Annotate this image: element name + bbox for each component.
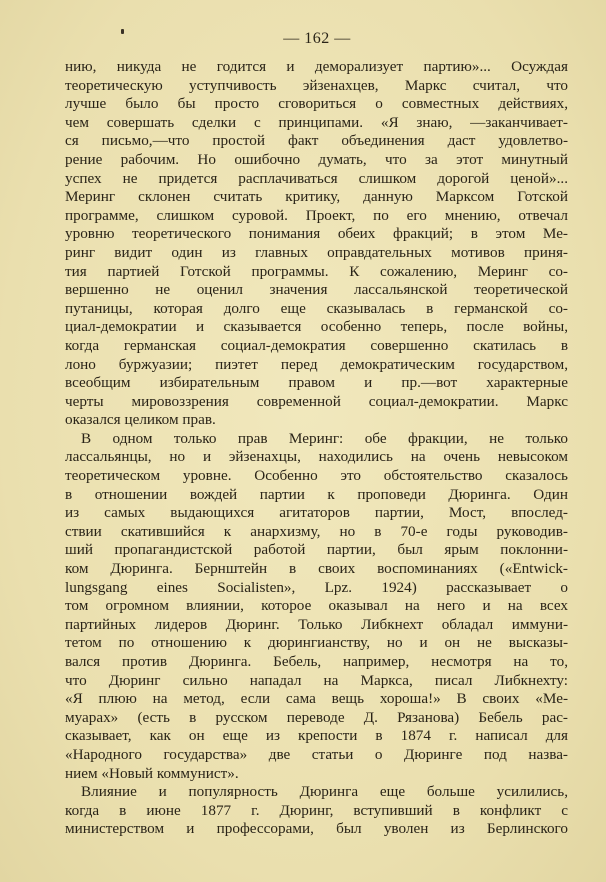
text-line: ком Дюринга. Бернштейн в своих воспоминаниях («Entwick-: [65, 560, 568, 578]
text-line: министерством и профессорами, был уволен из Берлинского: [65, 820, 568, 838]
text-line: «Народного государства» две статьи о Дюринге под назва-: [65, 745, 568, 763]
text-line: lungsgang eines Socialisten», Lpz. 1924) рассказывает о: [65, 578, 568, 596]
text-line: циал-демократии и сказывается особенно теперь, после войны,: [65, 318, 568, 336]
text-line: Меринг склонен считать критику, данную Марксом Готской: [65, 188, 568, 206]
text-line: рение рабочим. Но ошибочно думать, что за этот минутный: [65, 150, 568, 168]
text-line: что Дюринг сильно нападал на Маркса, писал Либкнехту:: [65, 671, 568, 689]
paragraph: [65, 783, 568, 839]
body-text: [65, 58, 568, 839]
text-line: партийных лидеров Дюринг. Только Либкнехт обладал иммуни-: [65, 615, 568, 633]
text-line: ший пропагандистской работой партии, был ярым поклонни-: [65, 541, 568, 559]
text-line: оказался целиком прав.: [65, 411, 216, 429]
text-line: ствии скатившийся к анархизму, но в 70-е годы руководив-: [65, 522, 568, 540]
text-line: путаницы, которая долго еще сказывалась в германской со-: [65, 299, 568, 317]
text-line: программе, слишком суровой. Проект, по его мнению, отвечал: [65, 206, 568, 224]
text-line: В одном только прав Меринг: обе фракции, не только: [81, 429, 568, 447]
text-line: нием «Новый коммунист».: [65, 764, 239, 782]
text-line: сказывает, как он еще из крепости в 1874 г. написал для: [65, 727, 568, 745]
text-line: когда германская социал-демократия совершенно скатилась в: [65, 336, 568, 354]
page-number: — 162 —: [283, 30, 351, 47]
text-line: том огромном влиянии, которое оказывал на него и на всех: [65, 597, 568, 615]
text-line: вершенно не оценил значения лассальянской теоретической: [65, 281, 568, 299]
text-line: лоно буржуазии; пиэтет перед демократическим государством,: [65, 355, 568, 373]
text-line: черты мировоззрения современной социал-демократии. Маркс: [65, 392, 568, 410]
text-line: когда в июне 1877 г. Дюринг, вступивший в конфликт с: [65, 801, 568, 819]
text-line: теоретическую уступчивость эйзенахцев, Маркс считал, что: [65, 76, 568, 94]
paragraph: [65, 430, 568, 783]
text-line: нию, никуда не годится и деморализует партию»... Осуждая: [65, 58, 568, 75]
text-line: всеобщим избирательным правом и пр.—вот характерные: [65, 374, 568, 392]
text-line: ринг видит один из главных оправдательных мотивов приня-: [65, 243, 568, 261]
text-line: ся письмо,—что простой факт объединения даст удовлетво-: [65, 132, 568, 150]
text-line: лучше было бы просто сговориться о совместных действиях,: [65, 95, 568, 113]
text-line: тетом по отношению к дюрингианству, но и он не высказы-: [65, 634, 568, 652]
text-line: уровню теоретического понимания обеих фракций; в этом Ме-: [65, 225, 568, 243]
text-line: чем совершать сделки с принципами. «Я знаю, —заканчивает-: [65, 113, 568, 131]
text-line: Влияние и популярность Дюринга еще больше усилились,: [81, 783, 568, 801]
text-line: теоретическом уровне. Особенно это обстоятельство сказалось: [65, 467, 568, 485]
paragraph: [65, 58, 568, 430]
text-line: из самых выдающихся агитаторов партии, Мост, впослед-: [65, 504, 568, 522]
text-line: успех не придется расплачиваться слишком дорогой ценой»...: [65, 169, 568, 187]
text-line: лассальянцы, но и эйзенахцы, находились на очень невысоком: [65, 448, 568, 466]
text-line: муарах» (есть в русском переводе Д. Рязанова) Бебель рас-: [65, 708, 568, 726]
text-line: «Я плюю на метод, если сама вещь хороша!» В своих «Ме-: [65, 690, 568, 708]
text-line: тия партией Готской программы. К сожалению, Меринг со-: [65, 262, 568, 280]
text-line: в отношении вождей партии к проповеди Дюринга. Один: [65, 485, 568, 503]
text-line: вался против Дюринга. Бебель, например, несмотря на то,: [65, 653, 568, 670]
